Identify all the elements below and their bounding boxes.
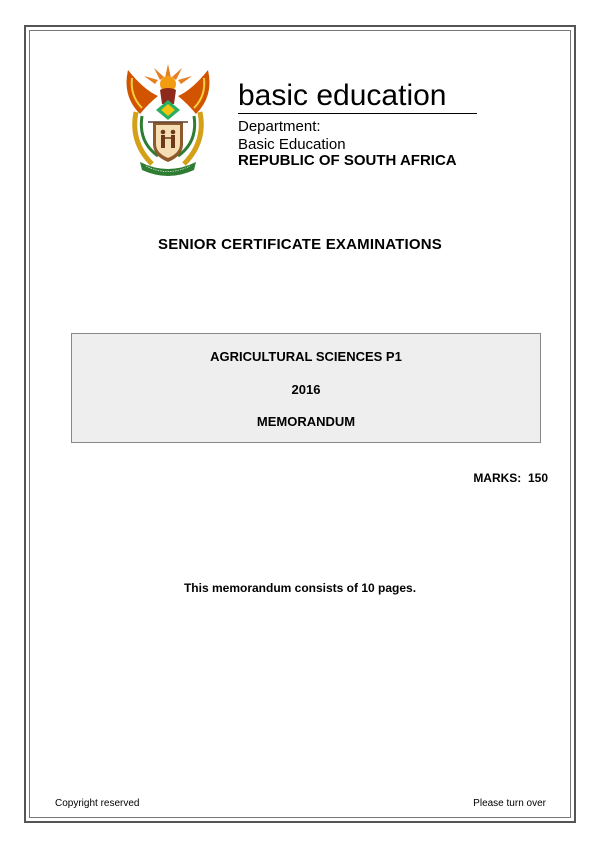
subject-title: AGRICULTURAL SCIENCES P1 [210, 349, 402, 364]
country-name: REPUBLIC OF SOUTH AFRICA [238, 152, 457, 169]
total-marks: MARKS: 150 [473, 471, 548, 485]
coat-of-arms-icon [118, 56, 218, 180]
page-count-note: This memorandum consists of 10 pages. [183, 581, 417, 595]
exam-year: 2016 [291, 382, 321, 397]
document-type: MEMORANDUM [256, 414, 356, 429]
exam-title: SENIOR CERTIFICATE EXAMINATIONS [158, 236, 442, 253]
department-label: Department: [238, 118, 321, 135]
brand-wordmark: basic education [238, 79, 447, 112]
copyright-footer: Copyright reserved [55, 798, 140, 809]
department-name: Basic Education [238, 136, 346, 153]
turn-over-footer: Please turn over [473, 798, 546, 809]
subject-box [71, 333, 541, 443]
brand-underline [238, 113, 477, 114]
